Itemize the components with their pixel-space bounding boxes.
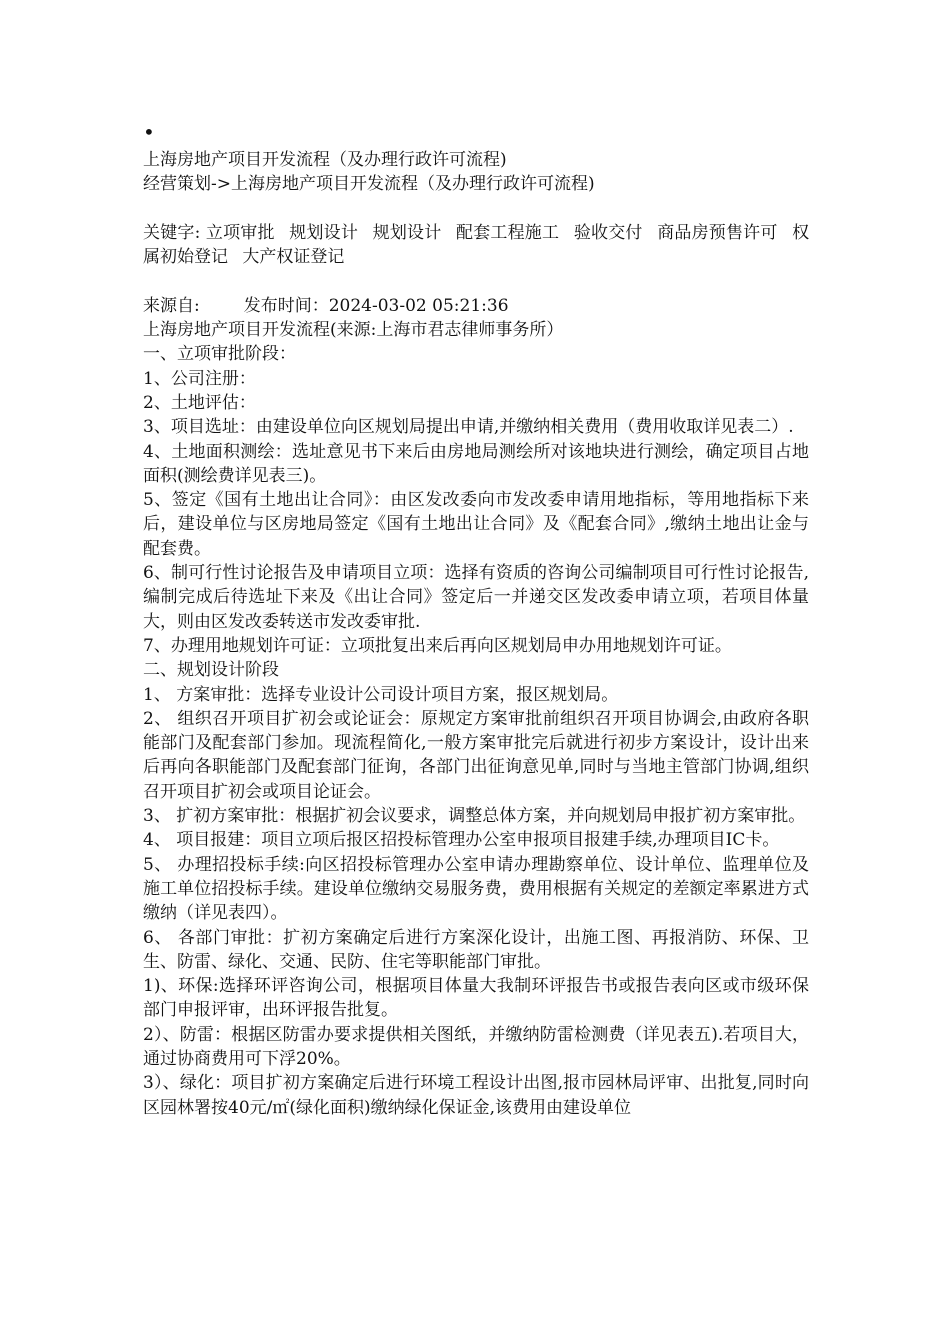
- body-paragraph: 5、签定《国有土地出让合同》：由区发改委向市发改委申请用地指标，等用地指标下来后，建设单位与区房地局签定《国有土地出让合同》及《配套合同》,缴纳土地出让金与配套费。: [143, 490, 809, 559]
- body-paragraph: 1)、环保:选择环评咨询公司，根据项目体量大我制环评报告书或报告表向区或市级环保部门申报评审，出环评报告批复。: [143, 976, 809, 1021]
- source-label: 来源自:: [143, 295, 200, 316]
- body-paragraph: 3、 扩初方案审批：根据扩初会议要求，调整总体方案，并向规划局申报扩初方案审批。: [143, 806, 806, 827]
- body-paragraph: 6、制可行性讨论报告及申请项目立项：选择有资质的咨询公司编制项目可行性讨论报告,编制完成后待选址下来及《出让合同》签定后一并递交区发改委申请立项，若项目体量大，则由区发改委转送市发改委审批.: [143, 563, 809, 632]
- body-line: 上海房地产项目开发流程(来源:上海市君志律师事务所）: [143, 320, 564, 341]
- section-heading: 一、立项审批阶段：: [143, 344, 296, 365]
- section-heading: 二、规划设计阶段: [143, 660, 279, 681]
- document-page: [143, 120, 809, 1120]
- spacer: [143, 197, 809, 221]
- keyword-tag: 大产权证登记: [242, 247, 345, 268]
- spacer: [143, 269, 809, 293]
- bullet-point: •: [143, 120, 155, 144]
- body-paragraph: 3、项目选址：由建设单位向区规划局提出申请,并缴纳相关费用（费用收取详见表二）.: [143, 417, 794, 438]
- body-paragraph: 4、土地面积测绘：选址意见书下来后由房地局测绘所对该地块进行测绘，确定项目占地面积(测绘费详见表三)。: [143, 441, 809, 486]
- keyword-tag: 规划设计: [289, 222, 359, 243]
- meta-line: [143, 294, 809, 318]
- body-paragraph: 5、 办理招投标手续:向区招投标管理办公室申请办理勘察单位、设计单位、监理单位及施工单位招投标手续。建设单位缴纳交易服务费，费用根据有关规定的差额定率累进方式缴纳（详见表四）。: [143, 854, 809, 924]
- keyword-tag: 验收交付: [573, 222, 643, 243]
- body-paragraph: 2）、防雷：根据区防雷办要求提供相关图纸，并缴纳防雷检测费（详见表五).若项目大，通过协商费用可下浮20%。: [143, 1024, 809, 1069]
- publish-label: 发布时间：: [243, 295, 329, 316]
- body-paragraph: 6、 各部门审批：扩初方案确定后进行方案深化设计，出施工图、再报消防、环保、卫生、防雷、绿化、交通、民防、住宅等职能部门审批。: [143, 927, 809, 972]
- keyword-tag: 权属初始登记: [143, 222, 810, 268]
- body-line: 1、公司注册：: [143, 368, 256, 389]
- document-title: 上海房地产项目开发流程（及办理行政许可流程): [143, 150, 507, 170]
- body-paragraph: 7、办理用地规划许可证：立项批复出来后再向区规划局申办用地规划许可证。: [143, 635, 732, 656]
- body-paragraph: 1、 方案审批：选择专业设计公司设计项目方案，报区规划局。: [143, 684, 619, 705]
- body-paragraph: 2、 组织召开项目扩初会或论证会：原规定方案审批前组织召开项目协调会,由政府各职能部门及配套部门参加。现流程简化,一般方案审批完后就进行初步方案设计，设计出来后再向各职能部门及配套部门征询，各部门出征询意见单,同时与当地主管部门协调,组织召开项目扩初会或项目论证会。: [143, 708, 809, 802]
- keyword-tag: 配套工程施工: [456, 222, 560, 243]
- keyword-tag: 商品房预售许可: [657, 222, 778, 243]
- keywords-label: 关键字:: [143, 222, 201, 243]
- keyword-tag: 立项审批: [205, 222, 275, 243]
- keyword-tag: 规划设计: [372, 222, 442, 243]
- body-paragraph: 3）、绿化：项目扩初方案确定后进行环境工程设计出图,报市园林局评审、出批复,同时向区园林署按40元/㎡(绿化面积)缴纳绿化保证金,该费用由建设单位: [143, 1073, 809, 1118]
- body-paragraph: 4、 项目报建：项目立项后报区招投标管理办公室申报项目报建手续,办理项目IC卡。: [143, 830, 780, 851]
- body-line: 2、土地评估：: [143, 392, 256, 413]
- breadcrumb: 经营策划->上海房地产项目开发流程（及办理行政许可流程): [143, 174, 595, 195]
- publish-time: 2024-03-02 05:21:36: [328, 295, 509, 316]
- keywords-line: [143, 221, 809, 270]
